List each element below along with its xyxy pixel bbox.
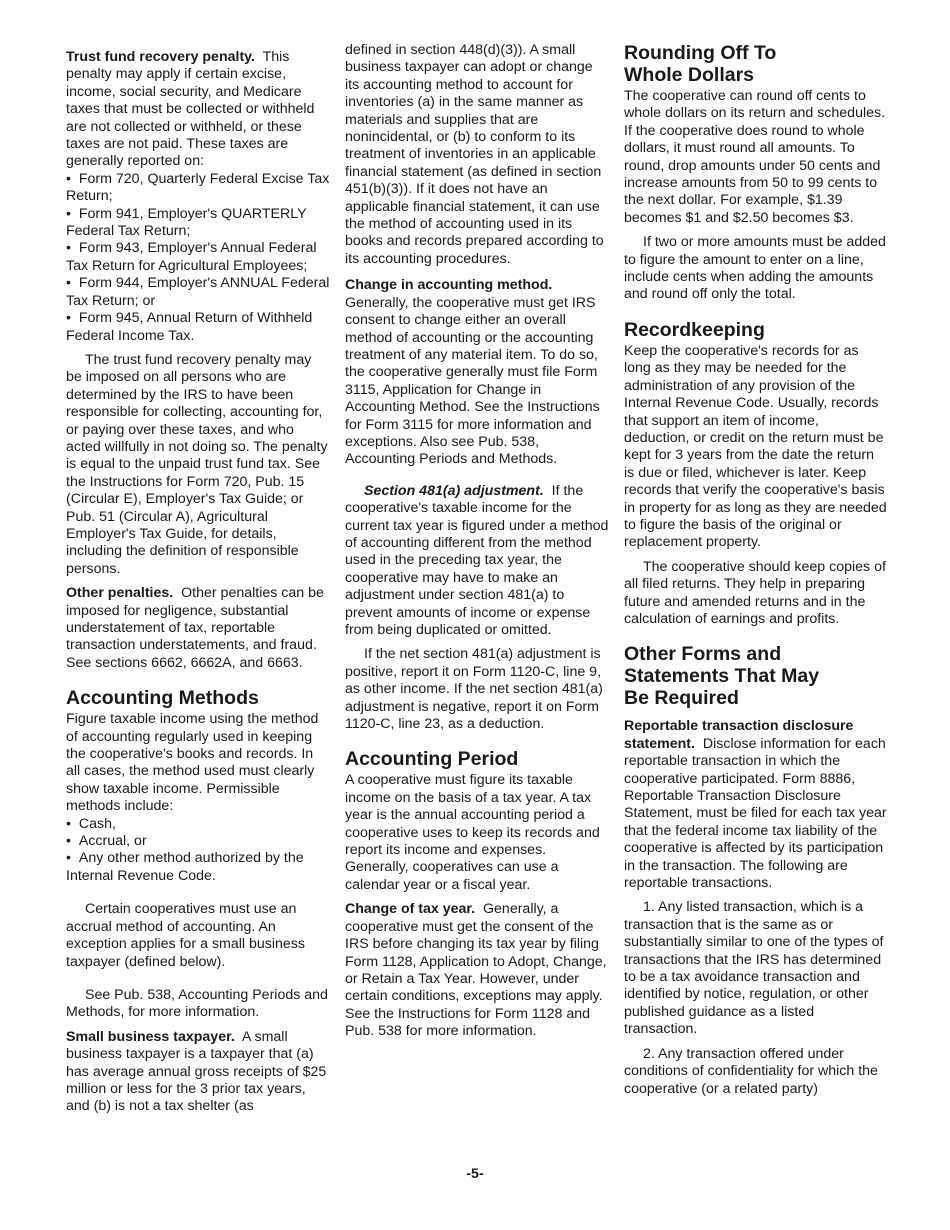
- section-481a-lead: Section 481(a) adjustment.: [364, 482, 544, 499]
- other-forms-heading: [624, 643, 888, 709]
- section-481a-paragraph-2: If the net section 481(a) adjustment is positive, report it on Form 1120-C, line 9, as other income. If the net section 481(a) adjustment is negative, report it on Form 1120-C, line 23, as a deduction.: [345, 646, 603, 733]
- recordkeeping-heading: Recordkeeping: [624, 318, 765, 341]
- section-481a-paragraph: [345, 483, 609, 640]
- reportable-paragraph: [624, 718, 888, 892]
- trust-fund-paragraph-2: The trust fund recovery penalty may be imposed on all persons who are determined by the IRS to have been responsible for collecting, accounting for, or paying over these taxes, and who acted willfully in not doing so. The penalty is equal to the unpaid trust fund tax. See the Instructions for Form 720, Pub. 15 (Circular E), Employer's Tax Guide; or Pub. 51 (Circular A), Agricultural Employer's Tax Guide, for details, including the definition of responsible persons.: [66, 351, 328, 577]
- recordkeeping-text: Keep the cooperative's records for as long as they may be needed for the administration of any provision of the Internal Revenue Code. Usually, records that support an item of income, deduction, or credit on the return must be kept for 3 years from the date the return is due or filed, whichever is later. Keep records that verify the cooperative's basis in property for as long as they are needed to figure the basis of the original or replacement property.: [624, 342, 887, 551]
- accounting-methods-intro: Figure taxable income using the method of accounting regularly used in keeping the cooperative's books and records. In all cases, the method used must clearly show taxable income. Permissible methods include:: [66, 711, 319, 815]
- column-right: [624, 42, 888, 1105]
- reportable-text: Disclose information for each reportable transaction in which the cooperative participated. Form 8886, Reportable Transaction Disclosure Statement, must be filed for each tax year that the federal income tax liability of the cooperative is affected by its participation in the transaction. The following are reportable transactions.: [624, 735, 887, 892]
- change-method-lead: Change in accounting method.: [345, 277, 553, 294]
- accounting-methods-paragraph-2: Certain cooperatives must use an accrual method of accounting. An exception applies for a small business taxpayer (defined below).: [66, 901, 305, 970]
- reportable-lead: Reportable transaction disclosure statement.: [624, 718, 854, 752]
- other-forms-heading-line-3: Be Required: [624, 687, 739, 710]
- small-business-paragraph: [66, 1029, 330, 1116]
- page-number: -5-: [466, 1166, 484, 1182]
- section-481a-text: If the cooperative's taxable income for the current tax year is figured under a method of accounting different from the method used in the preceding tax year, the cooperative may have to make an adjustment under section 481(a) to prevent amounts of income or expense from being duplicated or omitted.: [345, 482, 609, 638]
- accounting-period-text: A cooperative must figure its taxable income on the basis of a tax year. A tax year is the annual accounting period a cooperative uses to keep its records and report its income and expenses. Generally, cooperatives can use a calendar year or a fiscal year.: [345, 772, 600, 893]
- rounding-heading-line-1: Rounding Off To: [624, 42, 777, 64]
- other-penalties-paragraph: [66, 585, 330, 672]
- accounting-methods-paragraph-3: See Pub. 538, Accounting Periods and Methods, for more information.: [66, 986, 328, 1021]
- change-year-lead: Change of tax year.: [345, 901, 476, 918]
- small-business-text: A small business taxpayer is a taxpayer that (a) has average annual gross receipts of $25 million or less for the 3 prior tax years, and (b) is not a tax shelter (as: [66, 1028, 327, 1115]
- list-item: • Form 941, Employer's QUARTERLY Federal Tax Return;: [66, 206, 330, 241]
- trust-fund-text: This penalty may apply if certain excise, income, social security, and Medicare taxes that must be collected or withheld are not collected or withheld, or these taxes are not paid. These taxes are generally reported on:: [66, 49, 315, 170]
- list-item: • Any other method authorized by the Internal Revenue Code.: [66, 850, 330, 885]
- list-item: • Form 943, Employer's Annual Federal Tax Return for Agricultural Employees;: [66, 240, 330, 275]
- list-item: • Form 944, Employer's ANNUAL Federal Tax Return; or: [66, 275, 330, 310]
- list-item: • Form 720, Quarterly Federal Excise Tax Return;: [66, 171, 330, 206]
- list-item: • Accrual, or: [66, 833, 330, 850]
- list-item: • Cash,: [66, 816, 330, 833]
- rounding-paragraph-2: If two or more amounts must be added to figure the amount to enter on a line, include cents when adding the amounts and round off only the total.: [624, 234, 886, 303]
- accounting-methods-list: [66, 816, 330, 886]
- other-penalties-lead: Other penalties.: [66, 585, 174, 602]
- small-business-continued: defined in section 448(d)(3)). A small business taxpayer can adopt or change its accounting method to account for inventories (a) in the same manner as materials and supplies that are nonincidental, or (b) to conform to its treatment of inventories in an applicable financial statement (as defined in section 451(b)(3)). If it does not have an applicable financial statement, it can use the method of accounting used in its books and records prepared according to its accounting procedures.: [345, 42, 604, 267]
- rounding-text: The cooperative can round off cents to whole dollars on its return and schedules. If the cooperative does round to whole dollars, it must round all amounts. To round, drop amounts under 50 cents and increase amounts from 50 to 99 cents to the next dollar. For example, $1.39 becomes $1 and $2.50 becomes $3.: [624, 88, 886, 226]
- trust-fund-form-list: [66, 171, 330, 345]
- column-middle: [345, 42, 609, 1048]
- other-forms-heading-line-1: Other Forms and: [624, 643, 782, 666]
- accounting-period-heading: Accounting Period: [345, 748, 519, 771]
- other-forms-heading-line-2: Statements That May: [624, 665, 820, 688]
- reportable-item-2: 2. Any transaction offered under conditions of confidentiality for which the cooperative (or a related party): [624, 1045, 878, 1097]
- change-method-paragraph: [345, 277, 609, 468]
- recordkeeping-paragraph-2: The cooperative should keep copies of all filed returns. They help in preparing future and amended returns and in the calculation of earnings and profits.: [624, 558, 886, 627]
- trust-fund-lead: Trust fund recovery penalty.: [66, 49, 255, 65]
- change-year-paragraph: [345, 901, 609, 1040]
- rounding-heading: [624, 42, 888, 86]
- rounding-heading-line-2: Whole Dollars: [624, 64, 755, 86]
- column-left: [66, 42, 330, 1123]
- trust-fund-paragraph: [66, 49, 330, 171]
- list-item: • Form 945, Annual Return of Withheld Federal Income Tax.: [66, 310, 330, 345]
- small-business-lead: Small business taxpayer.: [66, 1028, 235, 1045]
- change-method-text: Generally, the cooperative must get IRS consent to change either an overall method of accounting or the accounting treatment of any material item. To do so, the cooperative generally must file Form 3115, Application for Change in Accounting Method. See the Instructions for Form 3115 for more information and exceptions. Also see Pub. 538, Accounting Periods and Methods.: [345, 294, 600, 468]
- reportable-item-1: 1. Any listed transaction, which is a transaction that is the same as or substantially similar to one of the types of transactions that the IRS has determined to be a tax avoidance transaction and identified by notice, regulation, or other published guidance as a listed transaction.: [624, 899, 884, 1038]
- accounting-methods-heading: Accounting Methods: [66, 687, 259, 710]
- change-year-text: Generally, a cooperative must get the consent of the IRS before changing its tax year by filing Form 1128, Application to Adopt, Change, or Retain a Tax Year. However, under certain conditions, exceptions may apply. See the Instructions for Form 1128 and Pub. 538 for more information.: [345, 901, 607, 1040]
- other-penalties-text: Other penalties can be imposed for negligence, substantial understatement of tax, reportable transaction understatements, and fraud. See sections 6662, 6662A, and 6663.: [66, 585, 324, 671]
